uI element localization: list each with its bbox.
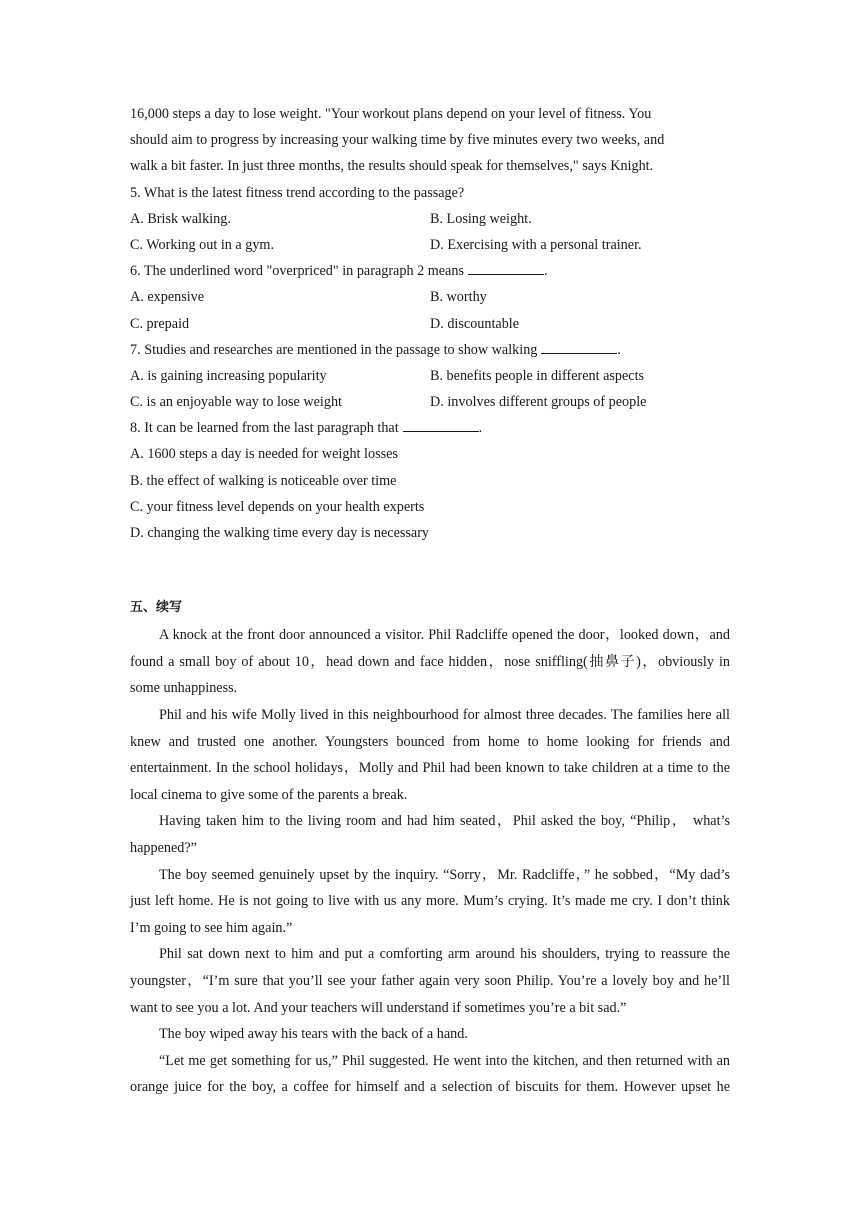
story-paragraph: Phil and his wife Molly lived in this neighbourhood for almost three decades. The families here all knew and trusted one another. Youngsters bounced from home to home looking for friends and entertainment. In the school holidays，Molly and Phil had been known to take children at a time to the local cinema to give some of the parents a break.	[130, 706, 730, 803]
continuation-passage	[130, 622, 730, 1101]
answer-option: C. prepaid	[130, 315, 190, 332]
option-row	[130, 389, 730, 415]
option-row	[130, 363, 730, 389]
passage-ending	[130, 101, 730, 180]
question-text: 8. It can be learned from the last paragraph that	[130, 420, 399, 437]
answer-option: D. involves different groups of people	[430, 394, 647, 411]
story-paragraph: A knock at the front door announced a visitor. Phil Radcliffe opened the door，looked down，and found a small boy of about 10，head down and face hidden，nose sniffling(抽鼻子)，obviously in some unhappiness.	[130, 627, 730, 697]
question-end: .	[478, 420, 483, 437]
answer-option: C. is an enjoyable way to lose weight	[130, 394, 342, 411]
option-row	[130, 311, 730, 337]
question-stem	[130, 415, 730, 441]
question-stem	[130, 180, 730, 206]
section-title: 五、续写	[130, 600, 183, 616]
answer-option: D. Exercising with a personal trainer.	[430, 236, 642, 253]
answer-option: C. your fitness level depends on your health experts	[130, 498, 425, 515]
answer-blank	[468, 259, 544, 275]
story-paragraph: Having taken him to the living room and had him seated，Phil asked the boy, “Philip， what’s happened?”	[130, 813, 730, 856]
question-end: .	[543, 263, 548, 280]
question-stem	[130, 337, 730, 363]
answer-option: C. Working out in a gym.	[130, 236, 275, 253]
question-stem	[130, 258, 730, 284]
option-row	[130, 284, 730, 310]
answer-option: D. discountable	[430, 315, 520, 332]
story-paragraph: The boy wiped away his tears with the back of a hand.	[159, 1026, 468, 1043]
passage-line: walk a bit faster. In just three months, the results should speak for themselves," says Knight.	[130, 158, 654, 175]
story-paragraph: “Let me get something for us,” Phil suggested. He went into the kitchen, and then returned with an orange juice for the boy, a coffee for himself and a selection of biscuits for them. However upset he	[130, 1052, 730, 1096]
answer-option: B. Losing weight.	[430, 210, 532, 227]
answer-option: B. the effect of walking is noticeable over time	[130, 472, 397, 489]
question-text: 5. What is the latest fitness trend according to the passage?	[130, 184, 465, 201]
answer-option: A. expensive	[130, 289, 205, 306]
passage-line: 16,000 steps a day to lose weight. "Your workout plans depend on your level of fitness. You	[130, 106, 652, 122]
answer-option: A. 1600 steps a day is needed for weight losses	[130, 446, 398, 463]
answer-option: D. changing the walking time every day is necessary	[130, 525, 430, 541]
question-text: 6. The underlined word "overpriced" in paragraph 2 means	[130, 263, 464, 280]
story-paragraph: Phil sat down next to him and put a comforting arm around his shoulders, trying to reassure the youngster，“I’m sure that you’ll see your father again very soon Philip. You’re a lovely boy and he’ll want to see you a lot. And your teachers will understand if sometimes you’re a bit sad.”	[130, 946, 730, 1016]
question-list	[130, 180, 730, 547]
answer-option: B. benefits people in different aspects	[430, 367, 645, 384]
answer-option: A. Brisk walking.	[130, 210, 231, 227]
option-row	[130, 232, 730, 258]
question-end: .	[617, 341, 621, 358]
document-page	[130, 101, 730, 1101]
answer-option: A. is gaining increasing popularity	[130, 367, 327, 384]
answer-blank	[541, 338, 617, 354]
passage-line: should aim to progress by increasing your walking time by five minutes every two weeks, and	[130, 132, 665, 149]
option-row	[130, 206, 730, 232]
question-text: 7. Studies and researches are mentioned in the passage to show walking	[130, 341, 538, 358]
answer-option: B. worthy	[430, 289, 487, 306]
story-paragraph: The boy seemed genuinely upset by the inquiry. “Sorry，Mr. Radcliffe，” he sobbed，“My dad’s just left home. He is not going to live with us any more. Mum’s crying. It’s made me cry. I don’t think I’m going to see him again.”	[130, 866, 730, 936]
answer-blank	[403, 416, 479, 432]
